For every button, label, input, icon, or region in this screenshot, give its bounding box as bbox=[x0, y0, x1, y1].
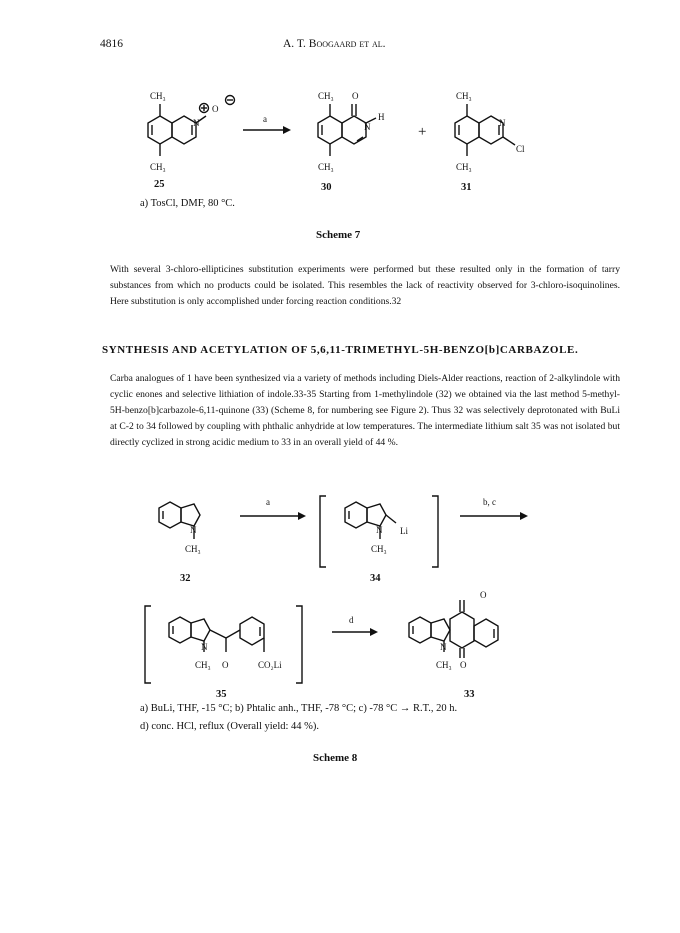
atom-n-25: N bbox=[193, 118, 200, 128]
atom-o-30: O bbox=[352, 91, 359, 101]
atom-n-32: N bbox=[190, 525, 197, 535]
atom-n-35: N bbox=[201, 642, 208, 652]
scheme8-title: Scheme 8 bbox=[313, 752, 358, 764]
bracket-34-right bbox=[432, 496, 438, 567]
atom-li-34: Li bbox=[400, 526, 408, 536]
atom-ch3-30-top: CH₃ bbox=[318, 91, 334, 101]
structure-35 bbox=[169, 617, 264, 652]
structure-34 bbox=[345, 502, 396, 539]
atom-oxide-25: O bbox=[212, 104, 219, 114]
atom-ch3-31-bottom: CH₃ bbox=[456, 162, 472, 172]
atom-n-33: N bbox=[440, 642, 447, 652]
paragraph-1: With several 3-chloro-ellipticines substitution experiments were performed but these resulted only in the formation of tarry substances from which no products could be isolated. This resembles the lack of reactivity observed for 3-chloro-isoquinolines. Here substitution is only accomplished under forcing reaction conditions.32 bbox=[110, 264, 620, 307]
atom-ch3-32: CH₃ bbox=[185, 544, 201, 554]
bracket-35-right bbox=[296, 606, 302, 683]
running-head: A. T. Boogaard et al. bbox=[283, 38, 386, 50]
atom-ch3-30-bottom: CH₃ bbox=[318, 162, 334, 172]
atom-ch3-25-top: CH₃ bbox=[150, 91, 166, 101]
scheme8-arrowhead-a bbox=[298, 512, 306, 520]
atom-n-30: N bbox=[364, 122, 371, 132]
structure-33 bbox=[409, 600, 498, 658]
atom-ch3-35: CH₃ bbox=[195, 660, 211, 670]
section-heading: SYNTHESIS AND ACETYLATION OF 5,6,11-TRIMETHYL-5H-BENZO[b]CARBAZOLE. bbox=[102, 344, 579, 356]
atom-co2li-35: CO₂Li bbox=[258, 660, 282, 670]
scheme7-conditions: a) TosCl, DMF, 80 °C. bbox=[140, 198, 235, 209]
compound-label-31: 31 bbox=[461, 182, 472, 193]
atom-o-35: O bbox=[222, 660, 229, 670]
atom-ch3-25-bottom: CH₃ bbox=[150, 162, 166, 172]
page-number: 4816 bbox=[100, 38, 123, 50]
compound-label-33: 33 bbox=[464, 689, 475, 700]
scheme8-conditions-line1: a) BuLi, THF, -15 °C; b) Phtalic anh., THF, -78 °C; c) -78 °C → R.T., 20 h. bbox=[140, 703, 458, 714]
compound-label-32: 32 bbox=[180, 573, 191, 584]
compound-label-35: 35 bbox=[216, 689, 227, 700]
scheme7-title: Scheme 7 bbox=[316, 229, 361, 241]
atom-o-33-bottom: O bbox=[460, 660, 467, 670]
bracket-35-left bbox=[145, 606, 151, 683]
scheme8-arrow-label-d: d bbox=[349, 615, 354, 625]
atom-ch3-31-top: CH₃ bbox=[456, 91, 472, 101]
atom-n-31: N bbox=[499, 118, 506, 128]
scheme7-arrow-label: a bbox=[263, 114, 267, 124]
scheme8-arrow-label-a: a bbox=[266, 497, 270, 507]
atom-cl-31: Cl bbox=[516, 144, 525, 154]
atom-o-33-top: O bbox=[480, 590, 487, 600]
paragraph-2: Carba analogues of 1 have been synthesized via a variety of methods including Diels-Alder reactions, reaction of 2-alkylindole with cyclic enones and selective lithiation of indole.33-35 Starting from 1-methylindole (32) we obtained via the last method 5-methyl-5H-benzo[b]carbazole-6,11-quinone (33) (Scheme 8, for numbering see Figure 2). Thus 32 was selectively deprotonated with BuLi at C-2 to 34 followed by coupling with phthalic anhydride at low temperatures. The intermediate lithium salt 35 was not isolated but directly cyclized in strong acidic medium to 33 in an overall yield of 44 %. bbox=[110, 373, 620, 448]
atom-ch3-34: CH₃ bbox=[371, 544, 387, 554]
compound-label-25: 25 bbox=[154, 179, 165, 190]
scheme8-arrowhead-d bbox=[370, 628, 378, 636]
scheme7-plus: + bbox=[418, 124, 427, 140]
compound-label-34: 34 bbox=[370, 573, 381, 584]
scheme8-conditions-line2: d) conc. HCl, reflux (Overall yield: 44 %). bbox=[140, 721, 320, 732]
bracket-34-left bbox=[320, 496, 326, 567]
scheme8-arrowhead-bc bbox=[520, 512, 528, 520]
compound-label-30: 30 bbox=[321, 182, 332, 193]
atom-h-30: H bbox=[378, 112, 385, 122]
atom-n-34: N bbox=[376, 525, 383, 535]
scheme8-arrow-label-bc: b, c bbox=[483, 497, 496, 507]
atom-ch3-33: CH₃ bbox=[436, 660, 452, 670]
